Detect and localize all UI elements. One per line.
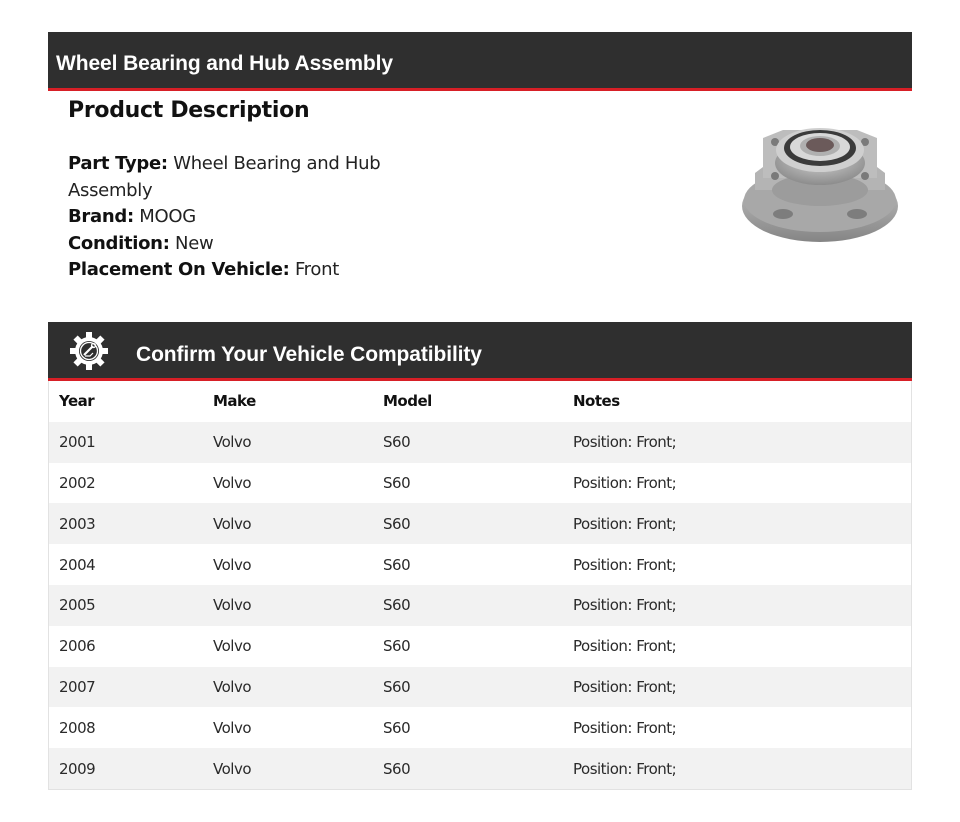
cell-model: S60 bbox=[373, 463, 563, 504]
column-header-notes: Notes bbox=[563, 381, 911, 422]
compatibility-bar bbox=[48, 322, 912, 381]
cell-model: S60 bbox=[373, 503, 563, 544]
product-description bbox=[68, 96, 688, 284]
attr-value: MOOG bbox=[139, 206, 196, 227]
cell-model: S60 bbox=[373, 748, 563, 789]
cell-model: S60 bbox=[373, 667, 563, 708]
table-row bbox=[49, 422, 911, 463]
table-row bbox=[49, 503, 911, 544]
table-row bbox=[49, 748, 911, 789]
cell-make: Volvo bbox=[203, 585, 373, 626]
attr-label: Condition: bbox=[68, 232, 170, 254]
table-header-row bbox=[49, 381, 911, 422]
cell-notes: Position: Front; bbox=[563, 544, 911, 585]
cell-make: Volvo bbox=[203, 667, 373, 708]
cell-model: S60 bbox=[373, 422, 563, 463]
cell-make: Volvo bbox=[203, 544, 373, 585]
column-header-model: Model bbox=[373, 381, 563, 422]
attr-condition bbox=[68, 231, 388, 258]
cell-notes: Position: Front; bbox=[563, 463, 911, 504]
cell-year: 2007 bbox=[49, 667, 203, 708]
cell-year: 2002 bbox=[49, 463, 203, 504]
cell-model: S60 bbox=[373, 707, 563, 748]
cell-notes: Position: Front; bbox=[563, 707, 911, 748]
cell-model: S60 bbox=[373, 544, 563, 585]
cell-notes: Position: Front; bbox=[563, 667, 911, 708]
cell-model: S60 bbox=[373, 626, 563, 667]
title-bar bbox=[48, 32, 912, 91]
cell-make: Volvo bbox=[203, 626, 373, 667]
cell-notes: Position: Front; bbox=[563, 422, 911, 463]
cell-year: 2006 bbox=[49, 626, 203, 667]
table-row bbox=[49, 544, 911, 585]
table-row bbox=[49, 585, 911, 626]
attr-placement bbox=[68, 257, 468, 284]
cell-year: 2005 bbox=[49, 585, 203, 626]
cell-notes: Position: Front; bbox=[563, 585, 911, 626]
compatibility-title: Confirm Your Vehicle Compatibility bbox=[136, 343, 482, 366]
column-header-make: Make bbox=[203, 381, 373, 422]
cell-notes: Position: Front; bbox=[563, 626, 911, 667]
attr-label: Brand: bbox=[68, 206, 134, 227]
table-row bbox=[49, 707, 911, 748]
cell-model: S60 bbox=[373, 585, 563, 626]
cell-make: Volvo bbox=[203, 503, 373, 544]
cell-year: 2003 bbox=[49, 503, 203, 544]
attr-label: Placement On Vehicle: bbox=[68, 259, 290, 280]
product-title: Wheel Bearing and Hub Assembly bbox=[56, 52, 393, 75]
cell-year: 2009 bbox=[49, 748, 203, 789]
cell-notes: Position: Front; bbox=[563, 503, 911, 544]
description-heading: Product Description bbox=[68, 98, 310, 123]
column-header-year: Year bbox=[49, 381, 203, 422]
attr-brand bbox=[68, 204, 388, 231]
attr-value: Front bbox=[294, 259, 339, 280]
attr-part-type bbox=[68, 151, 388, 204]
compatibility-table bbox=[48, 381, 912, 790]
hub-assembly-image bbox=[735, 118, 905, 248]
attr-value: Wheel Bearing and Hub Assembly bbox=[68, 153, 381, 201]
cell-year: 2008 bbox=[49, 707, 203, 748]
table-row bbox=[49, 463, 911, 504]
table-row bbox=[49, 626, 911, 667]
cell-make: Volvo bbox=[203, 707, 373, 748]
cell-make: Volvo bbox=[203, 463, 373, 504]
cell-year: 2001 bbox=[49, 422, 203, 463]
cell-notes: Position: Front; bbox=[563, 748, 911, 789]
attr-value: New bbox=[175, 232, 214, 254]
cell-make: Volvo bbox=[203, 748, 373, 789]
cell-year: 2004 bbox=[49, 544, 203, 585]
table-row bbox=[49, 667, 911, 708]
gear-wrench-icon bbox=[68, 330, 110, 372]
attr-label: Part Type: bbox=[68, 153, 168, 174]
cell-make: Volvo bbox=[203, 422, 373, 463]
